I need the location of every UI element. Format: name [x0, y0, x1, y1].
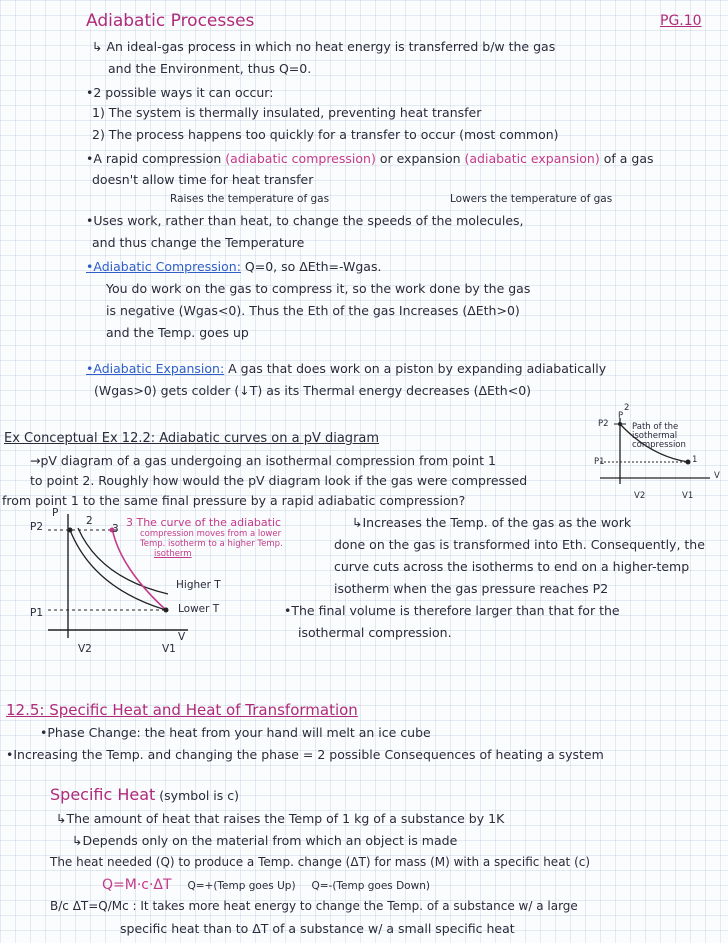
- lower-temp-label: Lower T: [178, 603, 220, 615]
- label-p1: P1: [594, 457, 605, 467]
- sign-note: Q=-(Temp goes Down): [311, 880, 430, 892]
- page-title: Adiabatic Processes: [86, 11, 255, 31]
- answer-line: ↳Increases the Temp. of the gas as the work: [352, 515, 632, 530]
- adiabatic-compression-heading: •Adiabatic Compression:: [86, 259, 241, 274]
- formula-line: [102, 878, 430, 893]
- curve-note: isotherm: [154, 549, 192, 559]
- sign-note: Q=+(Temp goes Up): [187, 880, 296, 892]
- bullet-line: [86, 362, 606, 376]
- bullet-line: doesn't allow time for heat transfer: [92, 172, 314, 187]
- label-v2: V2: [634, 491, 646, 501]
- bullet-line: •Increasing the Temp. and changing the phase = 2 possible Consequences of heating a system: [6, 747, 604, 762]
- definition-line: ↳Depends only on the material from which an object is made: [72, 833, 458, 848]
- answer-line: •The final volume is therefore larger than that for the: [284, 603, 620, 618]
- specific-heat-heading: [50, 786, 239, 804]
- small-diagram-note: isothermal: [632, 431, 678, 441]
- definition-line: ↳The amount of heat that raises the Temp of 1 kg of a substance by 1K: [56, 811, 505, 826]
- text-fragment: A gas that does work on a piston by expanding adiabatically: [228, 361, 607, 376]
- text-fragment: •A rapid compression: [86, 151, 222, 166]
- axis-label-v: V: [178, 631, 186, 643]
- question-line: from point 1 to the same final pressure by a rapid adiabatic compression?: [2, 493, 466, 508]
- small-diagram-note: Path of the: [632, 422, 679, 432]
- paragraph-line: (Wgas>0) gets colder (↓T) as its Thermal energy decreases (ΔEth<0): [94, 383, 532, 398]
- definition-line: and the Environment, thus Q=0.: [108, 61, 312, 76]
- specific-heat-title: Specific Heat: [50, 785, 156, 804]
- point-3-label: 3: [112, 523, 119, 535]
- answer-line: isotherm when the gas pressure reaches P2: [334, 581, 609, 596]
- point-2-label: 2: [624, 403, 630, 413]
- list-item: 1) The system is thermally insulated, preventing heat transfer: [92, 105, 482, 120]
- specific-heat-formula: Q=M·c·ΔT: [102, 877, 172, 893]
- label-p2: P2: [30, 521, 44, 533]
- higher-temp-label: Higher T: [176, 579, 221, 591]
- text-fragment: or expansion: [379, 151, 461, 166]
- definition-line: ↳ An ideal-gas process in which no heat energy is transferred b/w the gas: [92, 39, 556, 54]
- page-number: PG.10: [660, 13, 702, 29]
- label-p1: P1: [30, 607, 44, 619]
- label-v2: V2: [78, 643, 92, 655]
- label-p2: P2: [598, 419, 609, 429]
- axis-label-p: P: [52, 507, 59, 519]
- annotation: Lowers the temperature of gas: [450, 193, 613, 205]
- bullet-line: •Phase Change: the heat from your hand will melt an ice cube: [40, 725, 431, 740]
- list-item: 2) The process happens too quickly for a transfer to occur (most common): [92, 127, 559, 142]
- bullet-line: [86, 260, 381, 274]
- paragraph-line: and the Temp. goes up: [106, 325, 249, 340]
- paragraph-line: B/c ΔT=Q/Mc : It takes more heat energy to change the Temp. of a substance w/ a large: [50, 899, 578, 913]
- text-fragment: of a gas: [603, 151, 654, 166]
- adiabatic-expansion-heading: •Adiabatic Expansion:: [86, 361, 225, 376]
- label-v1: V1: [162, 643, 176, 655]
- bullet-line: •Uses work, rather than heat, to change the speeds of the molecules,: [86, 213, 524, 228]
- label-v1: V1: [682, 491, 694, 501]
- point-1-label: 1: [692, 455, 698, 465]
- bullet-line: and thus change the Temperature: [92, 235, 305, 250]
- curve-note: 3 The curve of the adiabatic: [126, 516, 282, 529]
- example-title: Ex Conceptual Ex 12.2: Adiabatic curves on a pV diagram: [4, 431, 380, 446]
- section-title: 12.5: Specific Heat and Heat of Transformation: [6, 701, 358, 719]
- paragraph-line: is negative (Wgas<0). Thus the Eth of the gas Increases (ΔEth>0): [106, 303, 520, 318]
- bullet-line: [86, 152, 654, 166]
- curve-note: Temp. isotherm to a higher Temp.: [140, 539, 283, 549]
- text-fragment: Q=0, so ΔEth=-Wgas.: [244, 259, 382, 274]
- curve-note: compression moves from a lower: [140, 529, 282, 539]
- adiabatic-expansion-term: (adiabatic expansion): [464, 151, 600, 166]
- point-2-label: 2: [86, 515, 93, 527]
- question-line: to point 2. Roughly how would the pV diagram look if the gas were compressed: [30, 473, 528, 488]
- answer-line: curve cuts across the isotherms to end on a higher-temp: [334, 559, 690, 574]
- answer-line: isothermal compression.: [298, 625, 452, 640]
- bullet-line: •2 possible ways it can occur:: [86, 85, 274, 100]
- question-line: →pV diagram of a gas undergoing an isothermal compression from point 1: [30, 453, 496, 468]
- paragraph-line: specific heat than to ΔT of a substance w/ a small specific heat: [120, 921, 515, 936]
- annotation: Raises the temperature of gas: [170, 193, 330, 205]
- symbol-note: (symbol is c): [159, 788, 239, 803]
- axis-label-p: P: [618, 411, 624, 421]
- paragraph-line: You do work on the gas to compress it, so the work done by the gas: [106, 281, 531, 296]
- definition-line: The heat needed (Q) to produce a Temp. change (ΔT) for mass (M) with a specific heat (c): [50, 855, 591, 869]
- axis-label-v: V: [714, 471, 720, 481]
- small-diagram-note: compression: [632, 440, 686, 450]
- adiabatic-compression-term: (adiabatic compression): [225, 151, 376, 166]
- answer-line: done on the gas is transformed into Eth. Consequently, the: [334, 537, 705, 552]
